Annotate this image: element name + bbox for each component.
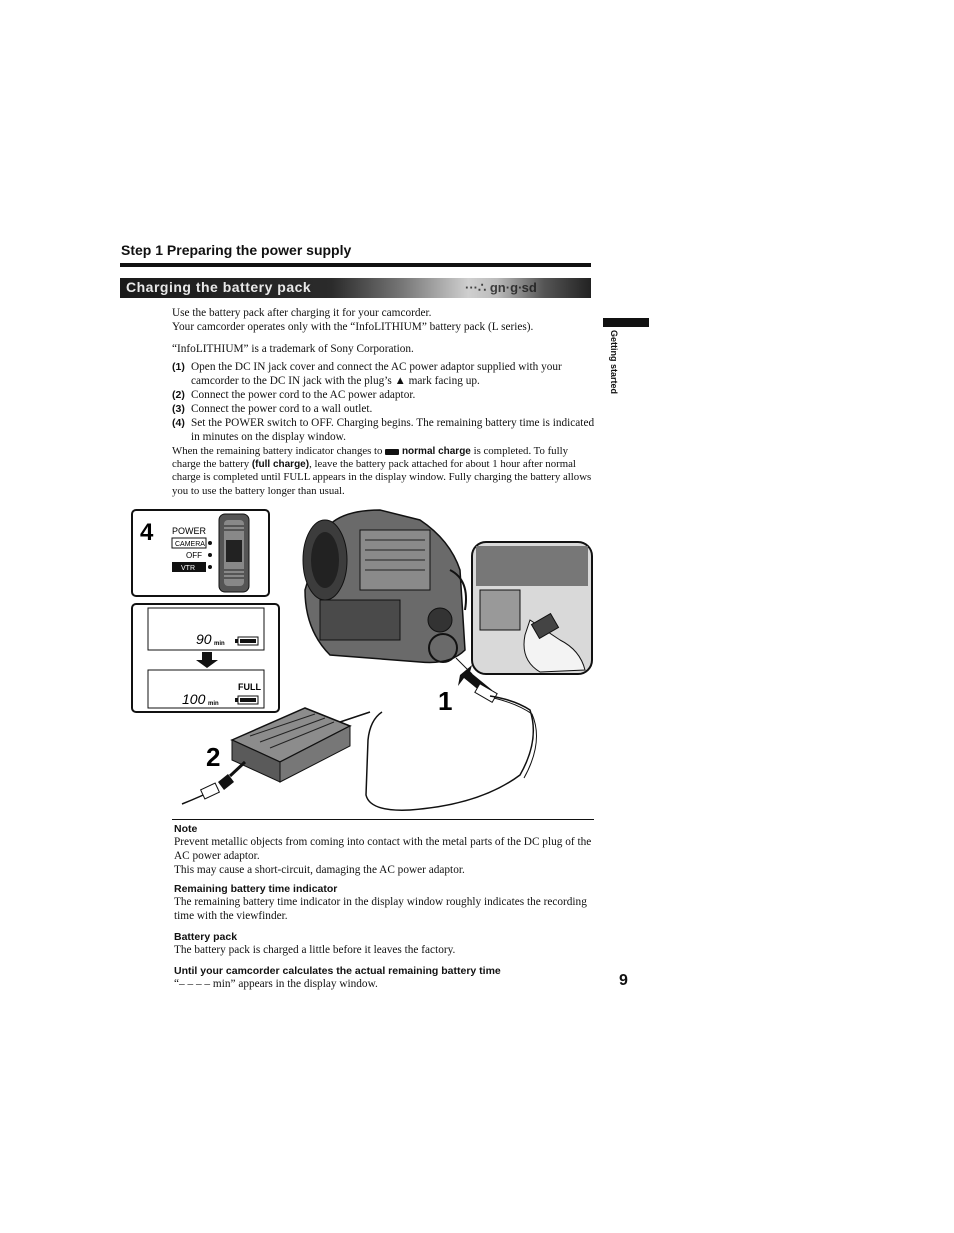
callout-2: 2 (206, 742, 221, 772)
battery-icon-1 (235, 637, 258, 645)
min-unit-2: min (208, 701, 219, 707)
battery-full-icon (385, 449, 399, 455)
section-banner (120, 278, 591, 298)
battery-pack-section (174, 931, 599, 957)
page-number: 9 (619, 972, 628, 989)
note-heading: Note (174, 823, 198, 835)
note-text-2: This may cause a short-circuit, damaging the AC power adaptor. (174, 864, 465, 876)
full-label: FULL (238, 682, 261, 692)
trademark-line: “InfoLITHIUM” is a trademark of Sony Corporation. (172, 343, 414, 355)
intro-line-1: Use the battery pack after charging it for your camcorder. (172, 307, 432, 319)
note-section (174, 823, 599, 877)
title-rule (120, 263, 591, 267)
callout-1: 1 (438, 686, 453, 716)
min-unit-1: min (214, 641, 225, 647)
charging-illustration (120, 500, 600, 815)
charge-paragraph: When the remaining battery indicator changes to normal charge is completed. To fully charge the battery (full charge), leave the battery pack attached for about 1 hour after normal charge is completed until FULL appears in the display window. Fully charging the battery allows you to use the battery longer than usual. (172, 445, 592, 497)
ac-adaptor-drawing (232, 708, 370, 782)
display-full-minutes: 100 (182, 691, 206, 707)
display-window-panel (132, 604, 279, 712)
wall-plug-icon (201, 783, 220, 799)
camcorder-drawing (303, 510, 466, 663)
side-tab-marker (603, 318, 649, 327)
power-switch-panel (132, 510, 269, 596)
battery-pack-text: The battery pack is charged a little before it leaves the factory. (174, 944, 456, 956)
until-calc-section (174, 965, 599, 991)
until-calc-heading: Until your camcorder calculates the actual remaining battery time (174, 965, 501, 977)
step-item-4: (4) Set the POWER switch to OFF. Charging begins. The remaining battery time is indicated in minutes on the display window. (172, 417, 595, 443)
steps-list (172, 360, 597, 444)
display-minutes: 90 (196, 631, 212, 647)
dc-in-jack-closeup (456, 542, 592, 674)
step-item-1: (1) Open the DC IN jack cover and connect the AC power adaptor supplied with your camcorder to the DC IN jack with the plug’s ▲ mark facing up. (172, 361, 562, 387)
step-4-number: 4 (140, 519, 154, 546)
camera-label: CAMERA (175, 541, 205, 548)
step-title: Step 1 Preparing the power supply (121, 242, 352, 258)
banner-right-text: ···∴ gn·g∙sd (465, 280, 537, 295)
step-item-3: (3) Connect the power cord to a wall outlet. (172, 403, 373, 415)
remaining-indicator-section (174, 883, 599, 923)
battery-pack-heading: Battery pack (174, 931, 238, 943)
remaining-indicator-text: The remaining battery time indicator in the display window roughly indicates the recording time with the viewfinder. (174, 896, 587, 922)
section-banner-title: Charging the battery pack (126, 279, 312, 295)
note-rule (172, 819, 594, 820)
switch-knob-icon (226, 540, 242, 562)
side-tab-label: Getting started (609, 330, 619, 395)
battery-icon-2 (235, 696, 258, 704)
step-item-2: (2) Connect the power cord to the AC power adaptor. (172, 389, 416, 401)
intro-line-2: Your camcorder operates only with the “InfoLITHIUM” battery pack (L series). (172, 321, 534, 333)
callout-2-arrow-icon (230, 762, 245, 776)
note-text-1: Prevent metallic objects from coming into contact with the metal parts of the DC plug of the AC power adaptor. (174, 836, 592, 862)
power-label: POWER (172, 526, 207, 536)
vtr-label: VTR (181, 565, 195, 572)
intro-block (172, 306, 602, 356)
off-label: OFF (186, 551, 202, 560)
until-calc-text: “– – – – min” appears in the display window. (174, 978, 378, 990)
remaining-indicator-heading: Remaining battery time indicator (174, 883, 338, 895)
